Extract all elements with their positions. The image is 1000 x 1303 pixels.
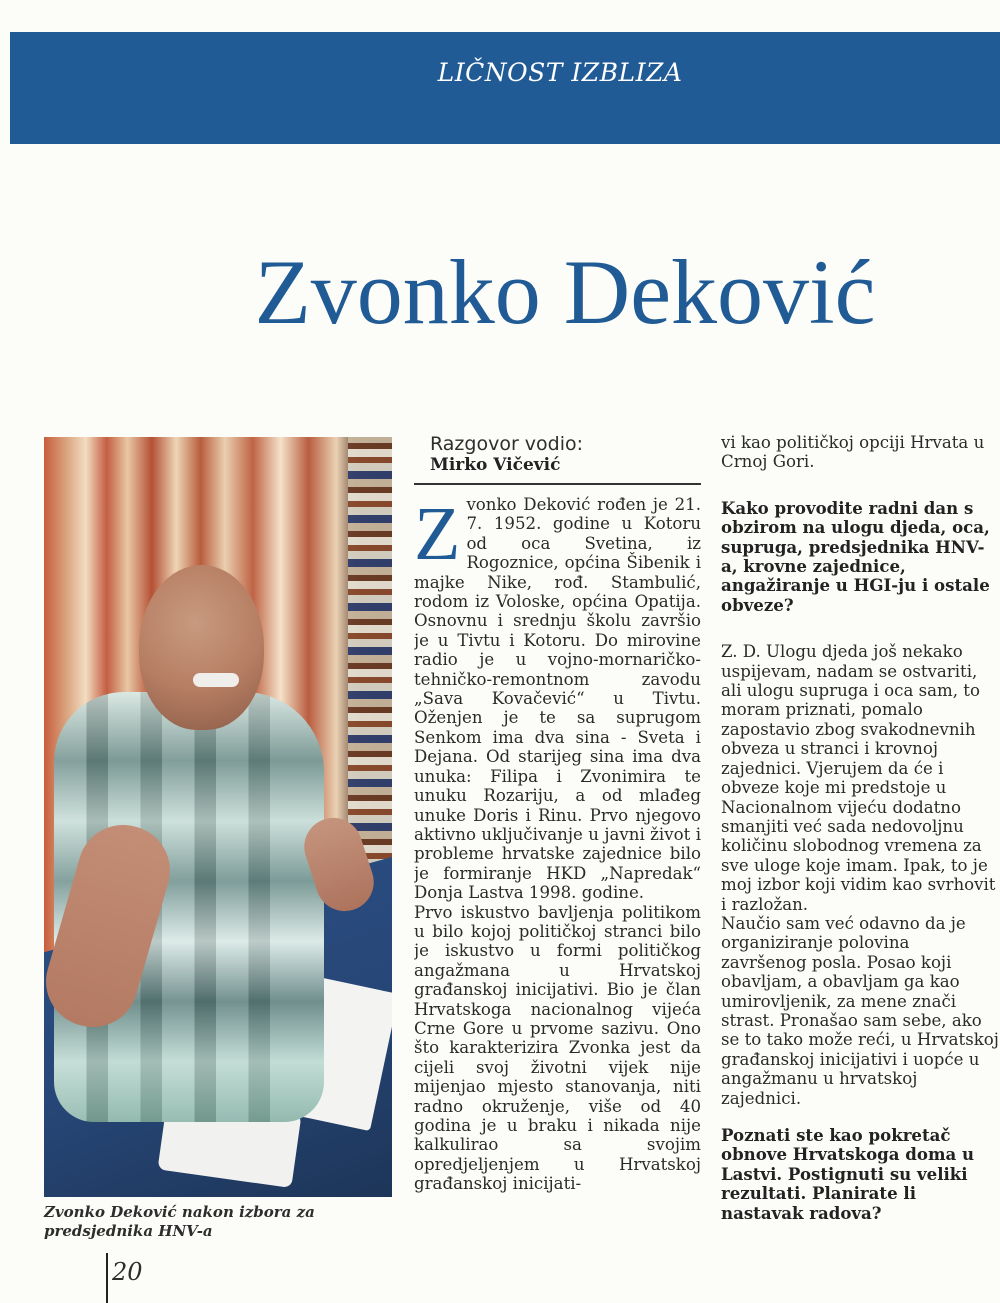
byline-divider <box>414 483 701 485</box>
dropcap: Z <box>414 495 461 576</box>
spacer <box>721 1108 1000 1126</box>
photo-caption: Zvonko Deković nakon izbora za predsjednika HNV-a <box>44 1203 315 1240</box>
header-band <box>10 32 1000 144</box>
answer-1-paragraph-2: Naučio sam već odavno da je organiziranje polovina završenog posla. Posao koji obavljam, a obavljam ga kao umirovljenik, za mene znači strast. Pronašao sam sebe, ako se to tako može reći, u Hrvatskoj građanskoj inicijativi i uopće u angažmanu u hrvatskoj zajednici. <box>721 913 999 1108</box>
question-1: Kako provodite radni dan s obzirom na ulogu djeda, oca, supruga, predsjednika HNV-a, krovne zajednice, angažiranje u HGI-ju i ostale obveze? <box>721 497 990 615</box>
person-head <box>139 565 264 730</box>
byline-label: Razgovor vodio: <box>430 433 584 455</box>
continuation-paragraph: vi kao političkoj opciji Hrvata u Crnoj Gori. <box>721 433 985 472</box>
article-title: Zvonko Deković <box>254 241 876 343</box>
spacer <box>721 615 1000 642</box>
spacer <box>721 472 1000 499</box>
answer-1-paragraph-1: Z. D. Ulogu djeda još nekako uspijevam, nadam se ostvariti, ali ulogu supruga i oca sam, to moram priznati, pomalo zapostavio zbog svakodnevnih obveza u stranci i krovnoj zajednici. Vjerujem da će i obveze koje mi predstoje u Nacionalnom vijeću dodatno smanjiti već sada nedovoljnu količinu slobodnog vremena za sve uloge koje imam. Ipak, to je moj izbor koji vidim kao svrhovit i razložan. <box>721 642 996 914</box>
second-paragraph: Prvo iskustvo bavljenja politikom u bilo kojoj političkoj stranci bilo je iskustvo u formi političkog angažmana u Hrvatskoj građanskoj inicijativi. Bio je član Hrvatskoga nacionalnog vijeća Crne Gore u prvome sazivu. Ono što karakterizira Zvonka jest da cijeli svoj životni vijek nije mijenjao mjesto stanovanja, niti radno okruženje, više od 40 godina je u braku i nikada nije kalkulirao sa svojim opredjeljenjem u Hrvatskoj građanskoj inicijati- <box>414 902 701 1194</box>
section-label: LIČNOST IZBLIZA <box>437 58 683 87</box>
middle-column <box>414 495 701 1245</box>
article-photo <box>44 437 392 1197</box>
byline-name: Mirko Vičević <box>430 455 561 475</box>
intro-paragraph-block <box>414 495 701 903</box>
page-number: 20 <box>112 1258 143 1286</box>
question-2: Poznati ste kao pokretač obnove Hrvatskoga doma u Lastvi. Postignuti su veliki rezultati. Planirate li nastavak radova? <box>721 1125 975 1223</box>
person-mustache <box>193 673 239 687</box>
intro-paragraph: vonko Deković rođen je 21. 7. 1952. godine u Kotoru od oca Svetina, iz Rogoznice, općina Šibenik i majke Nike, rođ. Stambulić, rodom iz Voloske, općina Opatija. Osnovnu i srednju školu završio je u Tivtu i Kotoru. Do mirovine radio je u vojno-mornaričko-tehničko-remontnom zavodu „Sava Kovačević“ u Tivtu. Oženjen je te sa suprugom Senkom ima dva sina - Sveta i Dejana. Od starijeg sina ima dva unuka: Filipa i Zvonimira te unuku Rozariju, a od mlađeg unuke Doris i Rinu. Prvo njegovo aktivno uključivanje u javni život i probleme hrvatske zajednice bilo je formiranje HKD „Napredak“ Donja Lastva 1998. godine. <box>414 495 701 903</box>
right-column <box>721 433 1000 1257</box>
page-number-rule <box>106 1253 108 1303</box>
